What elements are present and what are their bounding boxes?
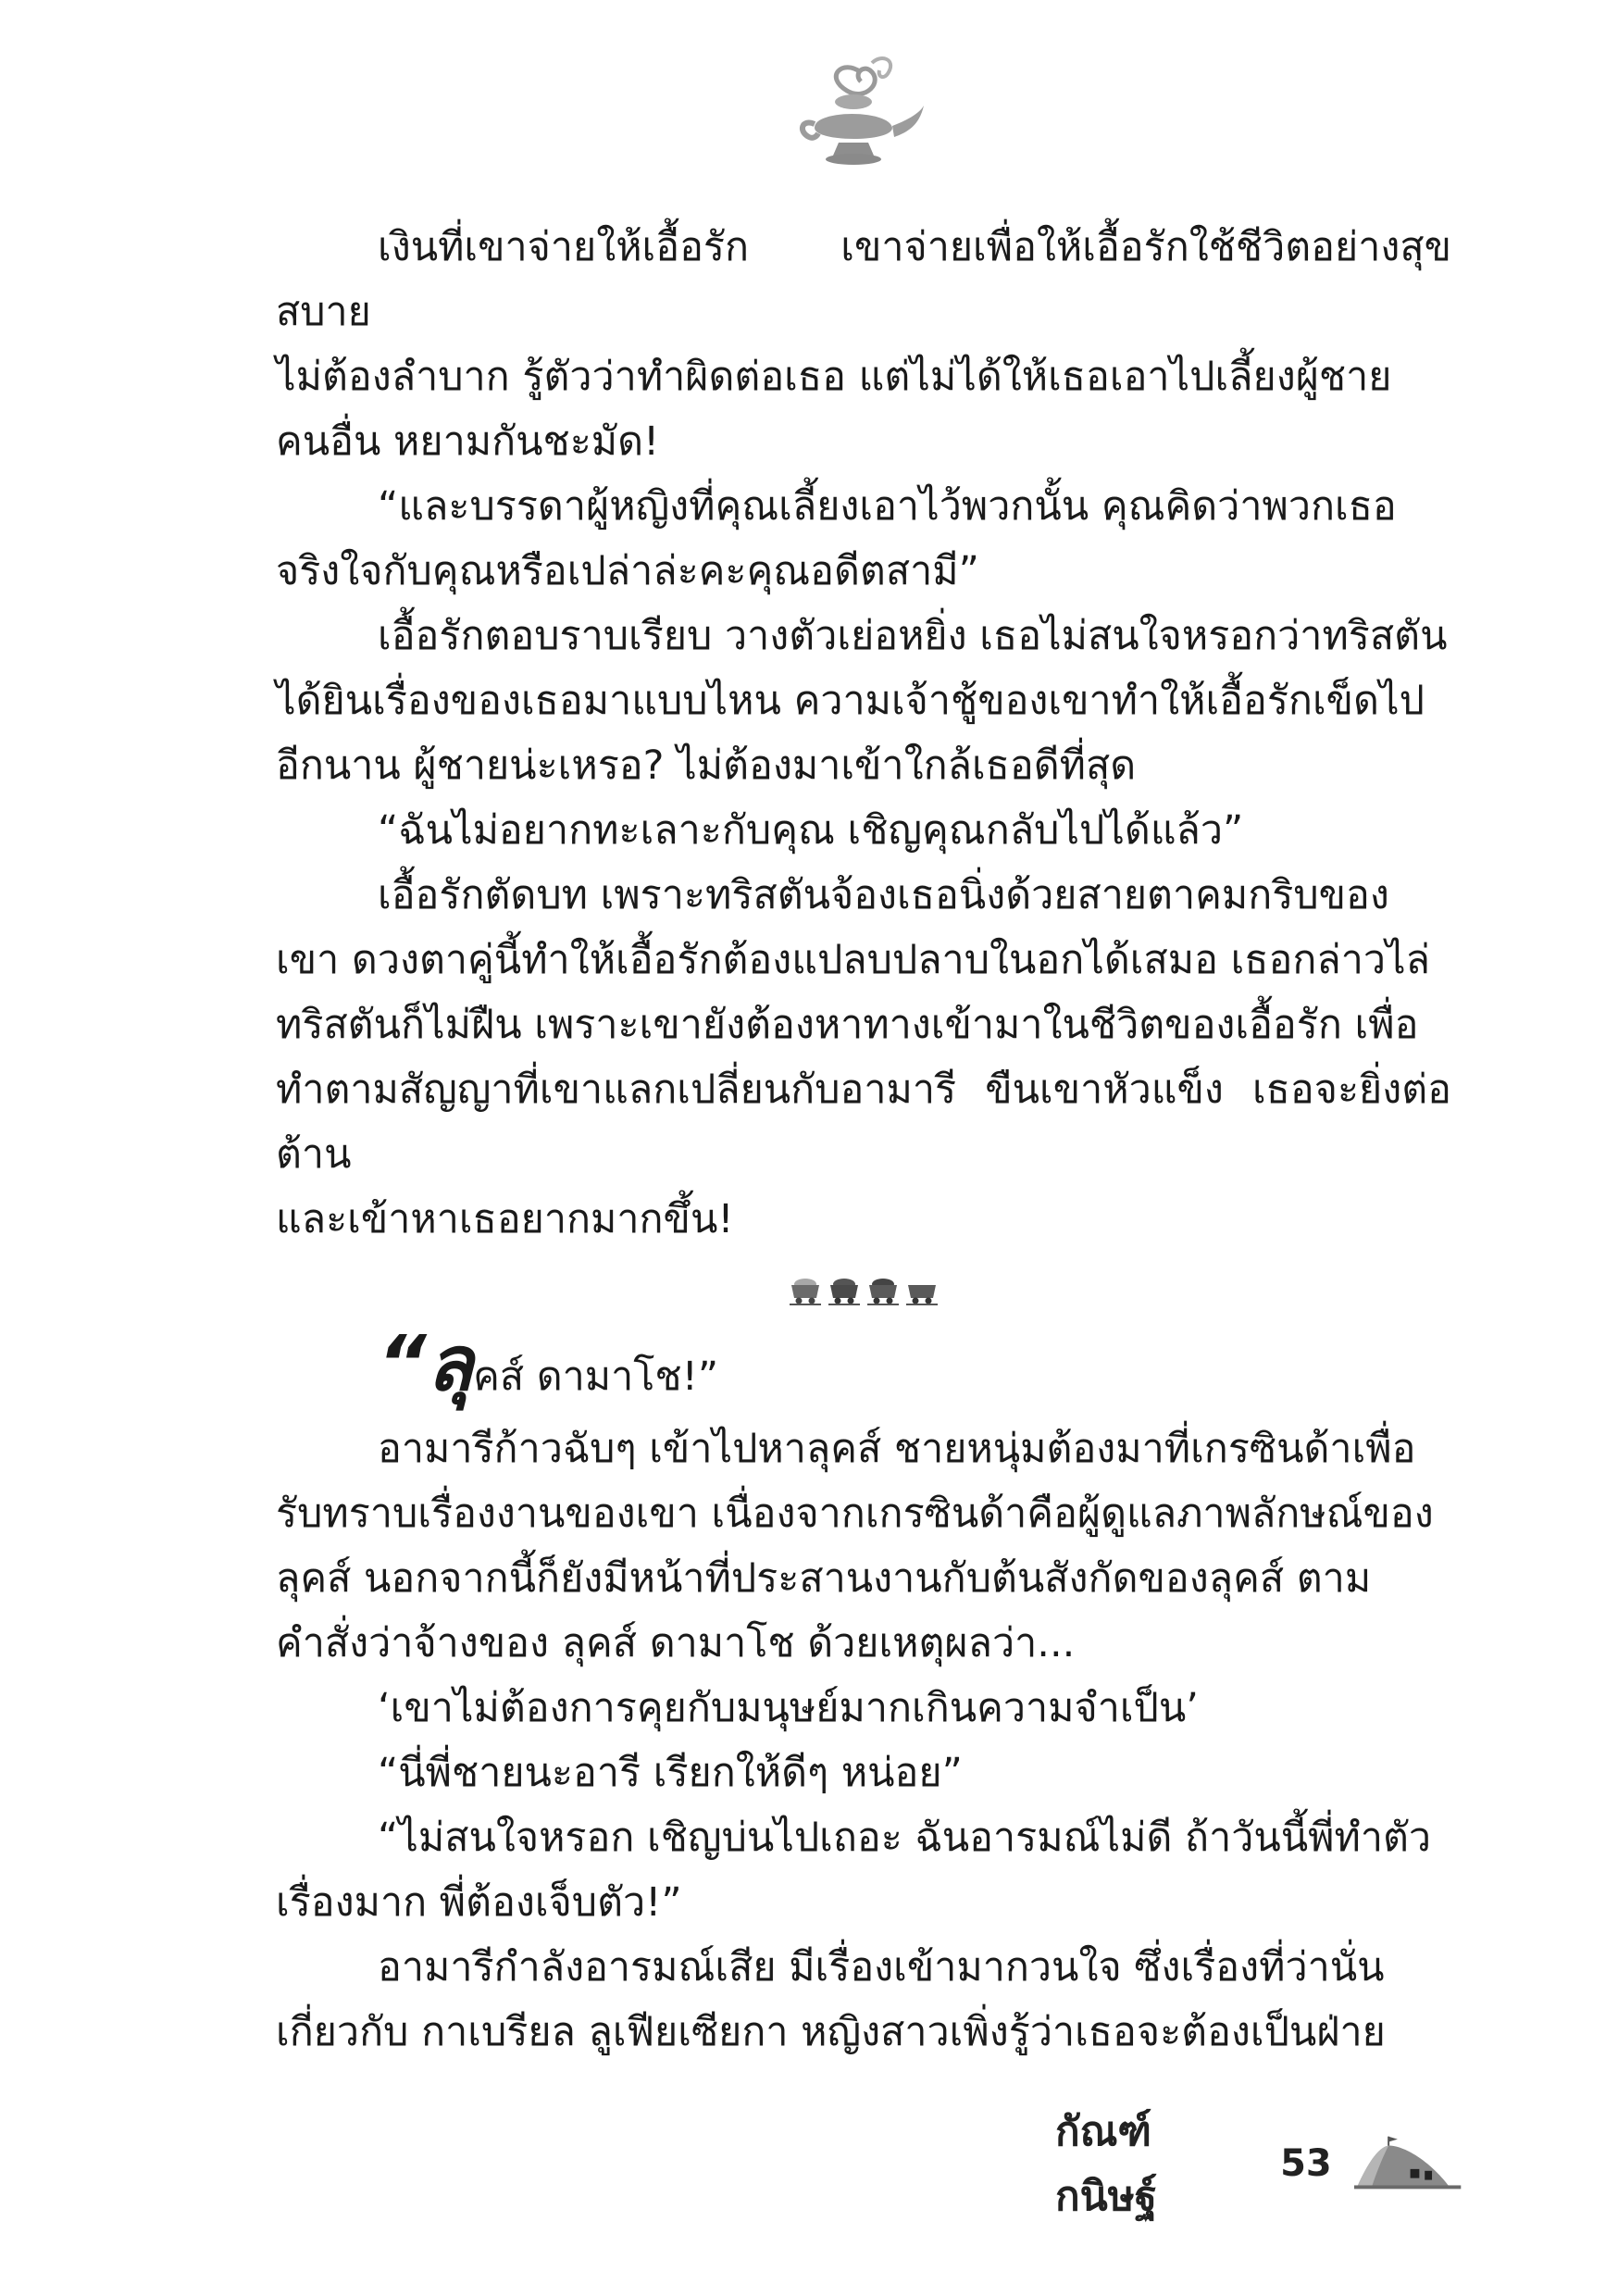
paragraph: [276, 474, 1451, 604]
paragraph: [276, 215, 1451, 474]
page-number: 53: [1280, 2142, 1332, 2185]
text-line: เอื้อรักตัดบท เพราะทริสตันจ้องเธอนิ่งด้วยสายตาคมกริบของ: [378, 872, 1389, 918]
text-line: อามารีกำลังอารมณ์เสีย มีเรื่องเข้ามากวนใจ ซึ่งเรื่องที่ว่านั่น: [378, 1944, 1385, 1990]
page-footer: [1055, 2108, 1462, 2220]
text-line: ลุคส์ นอกจากนี้ก็ยังมีหน้าที่ประสานงานกับต้นสังกัดของลุคส์ ตาม: [276, 1555, 1372, 1602]
paragraph: [276, 863, 1451, 1252]
mine-cart-icon: [867, 1278, 899, 1305]
paragraph-group-bottom: [276, 1416, 1451, 2065]
text-line: ‘เขาไม่ต้องการคุยกับมนุษย์มากเกินความจำเป็น’: [378, 1685, 1199, 1731]
text-line: รับทราบเรื่องงานของเขา เนื่องจากเกรซินด้าคือผู้ดูแลภาพลักษณ์ของ: [276, 1491, 1434, 1537]
text-line: “นี่พี่ชายนะอารี เรียกให้ดีๆ หน่อย”: [378, 1750, 963, 1796]
text-line: ได้ยินเรื่องของเธอมาแบบไหน ความเจ้าชู้ของเขาทำให้เอื้อรักเข็ดไป: [276, 678, 1425, 724]
body-text: [276, 215, 1451, 2065]
text-line: เขา ดวงตาคู่นี้ทำให้เอื้อรักต้องแปลบปลาบในอกได้เสมอ เธอกล่าวไล่: [276, 937, 1430, 983]
text-line: คำสั่งว่าจ้างของ ลุคส์ ดามาโช ด้วยเหตุผลว่า...: [276, 1620, 1076, 1666]
text-line: อามารีก้าวฉับๆ เข้าไปหาลุคส์ ชายหนุ่มต้องมาที่เกรซินด้าเพื่อ: [378, 1426, 1416, 1472]
paragraph: [276, 798, 1451, 863]
genie-lamp-icon: [796, 54, 926, 174]
text-line: อีกนาน ผู้ชายน่ะเหรอ? ไม่ต้องมาเข้าใกล้เธอดีที่สุด: [276, 742, 1137, 789]
paragraph: [276, 1805, 1451, 1935]
drop-cap: [378, 1320, 473, 1408]
opening-line-text: คส์ ดามาโช!”: [473, 1354, 719, 1400]
paragraph: [276, 604, 1451, 798]
drop-cap-quote: “: [378, 1320, 427, 1408]
text-line: เงินที่เขาจ่ายให้เอื้อรัก เขาจ่ายเพื่อให้เอื้อรักใช้ชีวิตอย่างสุขสบาย: [276, 224, 1451, 335]
text-line: “ฉันไม่อยากทะเลาะกับคุณ เชิญคุณกลับไปได้แล้ว”: [378, 807, 1244, 854]
paragraph: [276, 1676, 1451, 1741]
drop-cap-letter: ลุ: [426, 1320, 474, 1408]
text-line: ทำตามสัญญาที่เขาแลกเปลี่ยนกับอามารี ขืนเขาหัวแข็ง เธอจะยิ่งต่อต้าน: [276, 1067, 1451, 1178]
text-line: เกี่ยวกับ กาเบรียล ลูเฟียเซียกา หญิงสาวเพิ่งรู้ว่าเธอจะต้องเป็นฝ่าย: [276, 2009, 1386, 2055]
mine-cart-icon: [906, 1278, 938, 1305]
text-line: และเข้าหาเธอยากมากขึ้น!: [276, 1196, 734, 1242]
text-line: คนอื่น หยามกันชะมัด!: [276, 418, 660, 465]
mine-cart-icon: [790, 1278, 821, 1305]
text-line: เรื่องมาก พี่ต้องเจ็บตัว!”: [276, 1879, 682, 1926]
mine-cart-icon: [828, 1278, 860, 1305]
text-line: ทริสตันก็ไม่ฝืน เพราะเขายังต้องหาทางเข้ามาในชีวิตของเอื้อรัก เพื่อ: [276, 1002, 1419, 1048]
paragraph-group-top: [276, 215, 1451, 1252]
text-line: ไม่ต้องลำบาก รู้ตัวว่าทำผิดต่อเธอ แต่ไม่ได้ให้เธอเอาไปเลี้ยงผู้ชาย: [276, 354, 1392, 400]
tent-icon: [1354, 2134, 1462, 2193]
paragraph: [276, 1741, 1451, 1805]
paragraph: [276, 1416, 1451, 1676]
chapter-opening-line: [276, 1320, 1451, 1416]
text-line: “ไม่สนใจหรอก เชิญบ่นไปเถอะ ฉันอารมณ์ไม่ดี ถ้าวันนี้พี่ทำตัว: [378, 1815, 1432, 1861]
paragraph: [276, 1935, 1451, 2065]
text-line: เอื้อรักตอบราบเรียบ วางตัวเย่อหยิ่ง เธอไม่สนใจหรอกว่าทริสตัน: [378, 613, 1448, 659]
text-line: “และบรรดาผู้หญิงที่คุณเลี้ยงเอาไว้พวกนั้น คุณคิดว่าพวกเธอ: [378, 483, 1397, 530]
book-title: กัณฑ์กนิษฐ์: [1055, 2108, 1157, 2220]
text-line: จริงใจกับคุณหรือเปล่าล่ะคะคุณอดีตสามี”: [276, 548, 979, 594]
